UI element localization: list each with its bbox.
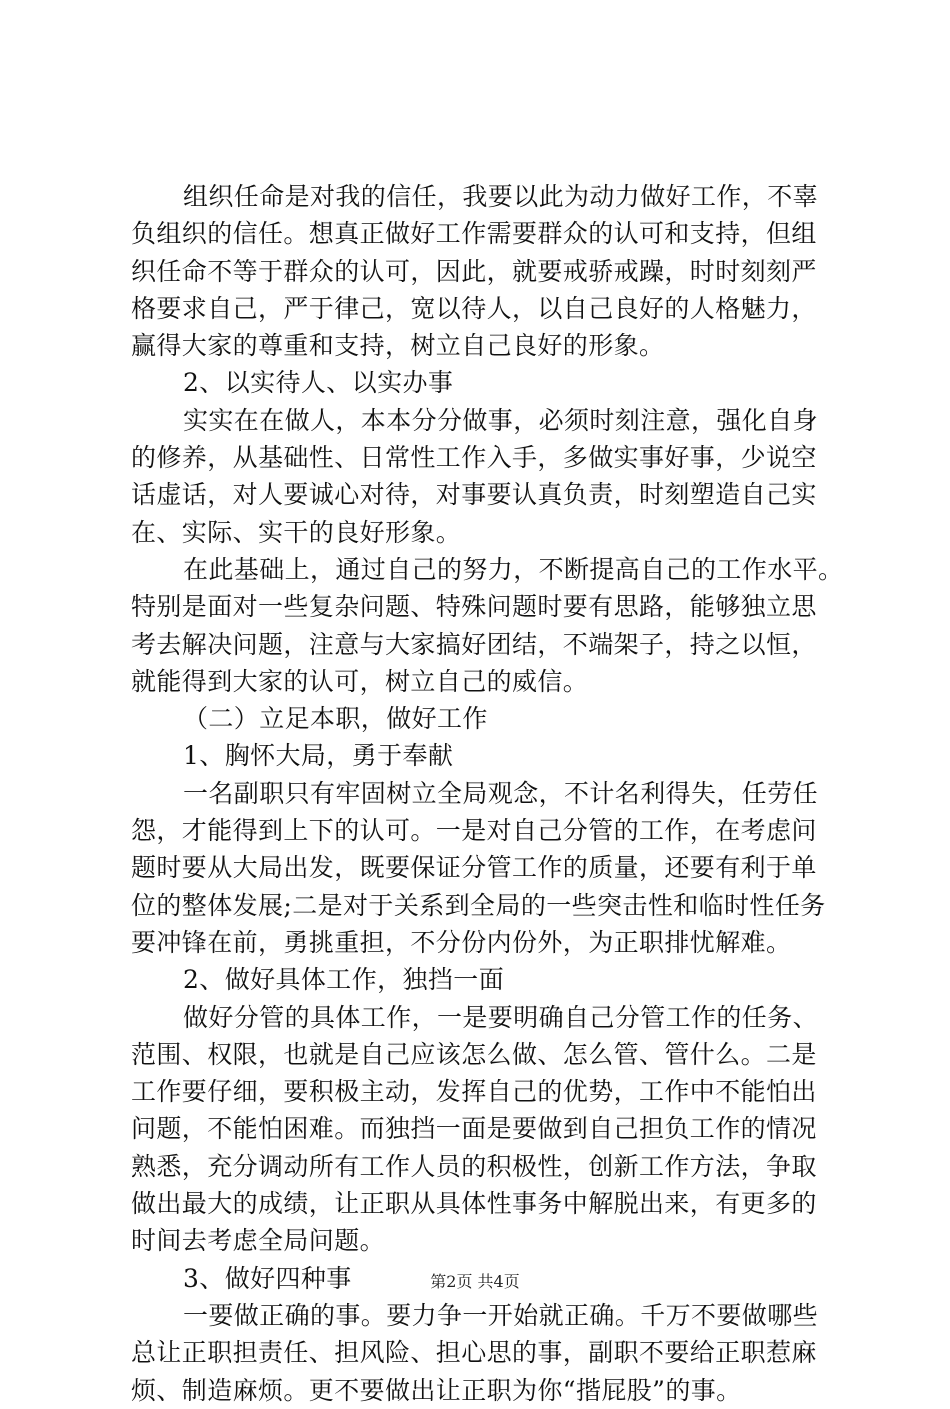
section-heading: 2、做好具体工作，独挡一面 — [183, 965, 505, 995]
text-line: 一要做正确的事。要力争一开始就正确。千万不要做哪些 — [183, 1300, 819, 1330]
text-line: 工作要仔细，要积极主动，发挥自己的优势，工作中不能怕出 — [131, 1077, 817, 1107]
text-line: 做好分管的具体工作，一是要明确自己分管工作的任务、 — [183, 1002, 819, 1032]
text-line: 实实在在做人，本本分分做事，必须时刻注意，强化自身 — [183, 405, 819, 435]
text-line: 负组织的信任。想真正做好工作需要群众的认可和支持，但组 — [131, 219, 817, 249]
text-line: 就能得到大家的认可，树立自己的威信。 — [131, 666, 589, 696]
text-line: 格要求自己，严于律己，宽以待人，以自己良好的人格魅力， — [131, 293, 817, 323]
text-line: 题时要从大局出发，既要保证分管工作的质量，还要有利于单 — [131, 853, 817, 883]
text-line: 范围、权限，也就是自己应该怎么做、怎么管、管什么。二是 — [131, 1039, 817, 1069]
text-line: 做出最大的成绩，让正职从具体性事务中解脱出来，有更多的 — [131, 1189, 817, 1219]
text-line: 考去解决问题，注意与大家搞好团结，不端架子，持之以恒， — [131, 629, 817, 659]
text-line: 特别是面对一些复杂问题、特殊问题时要有思路，能够独立思 — [131, 592, 817, 622]
section-heading: （二）立足本职，做好工作 — [183, 704, 488, 734]
text-line: 组织任命是对我的信任，我要以此为动力做好工作，不辜 — [183, 182, 819, 211]
text-line: 话虚话，对人要诚心对待，对事要认真负责，时刻塑造自己实 — [131, 480, 817, 510]
text-line: 一名副职只有牢固树立全局观念，不计名利得失，任劳任 — [183, 778, 819, 808]
text-line: 位的整体发展;二是对于关系到全局的一些突击性和临时性任务 — [131, 890, 826, 920]
text-line: 赢得大家的尊重和支持，树立自己良好的形象。 — [131, 331, 665, 361]
section-heading: 2、以实待人、以实办事 — [183, 368, 454, 398]
text-line: 总让正职担责任、担风险、担心思的事，副职不要给正职惹麻 — [131, 1338, 817, 1368]
text-line: 问题，不能怕困难。而独挡一面是要做到自己担负工作的情况 — [131, 1114, 817, 1144]
text-line: 怨，才能得到上下的认可。一是对自己分管的工作，在考虑问 — [131, 816, 817, 846]
page-number-footer: 第2页 共4页 — [430, 1272, 520, 1291]
text-line: 要冲锋在前，勇挑重担，不分份内份外，为正职排忧解难。 — [131, 927, 792, 957]
text-line: 在此基础上，通过自己的努力，不断提高自己的工作水平。 — [183, 554, 844, 584]
text-line: 烦、制造麻烦。更不要做出让正职为你“揩屁股”的事。 — [131, 1375, 742, 1405]
text-line: 织任命不等于群众的认可，因此，就要戒骄戒躁，时时刻刻严 — [131, 256, 817, 286]
text-line: 时间去考虑全局问题。 — [131, 1226, 386, 1256]
section-heading: 1、胸怀大局，勇于奉献 — [183, 741, 454, 771]
text-line: 在、实际、实干的良好形象。 — [131, 517, 462, 547]
text-line: 的修养，从基础性、日常性工作入手，多做实事好事，少说空 — [131, 443, 817, 473]
section-heading: 3、做好四种事 — [183, 1263, 352, 1293]
text-line: 熟悉，充分调动所有工作人员的积极性，创新工作方法，争取 — [131, 1151, 817, 1181]
document-body — [131, 178, 844, 1409]
